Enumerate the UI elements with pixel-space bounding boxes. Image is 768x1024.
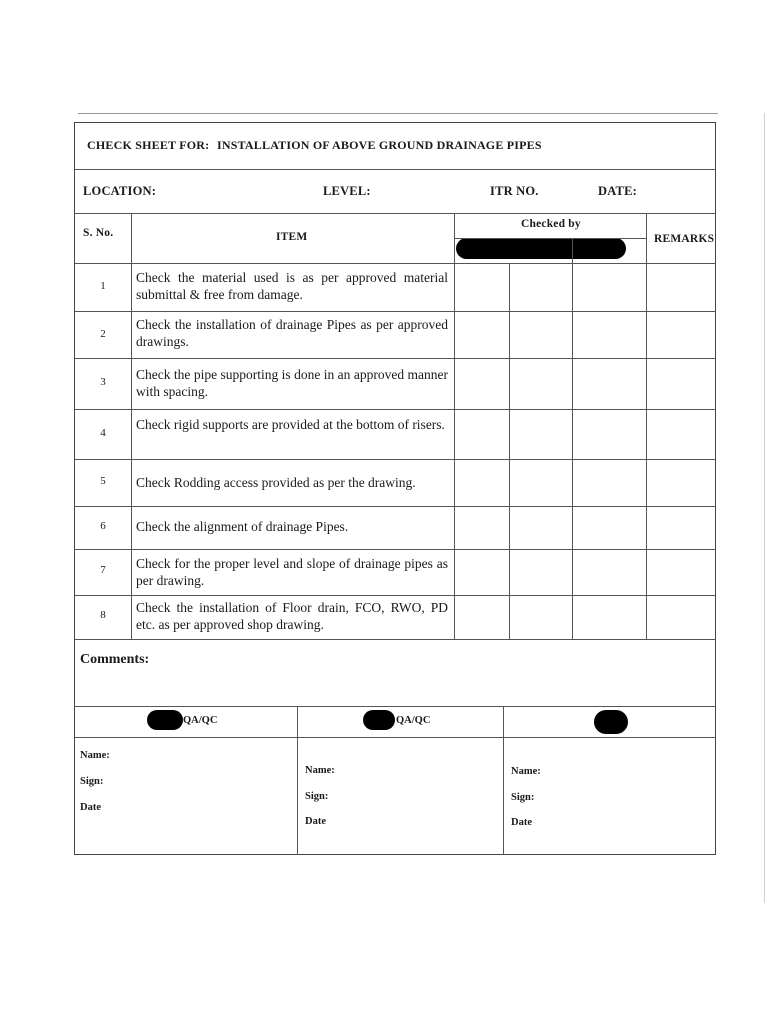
signoff-2-name-label: Name:: [305, 765, 335, 776]
page-edge-right: [764, 113, 765, 903]
row-2-sno: 2: [100, 328, 106, 340]
row-8-item: Check the installation of Floor drain, FCO, RWO, PD etc. as per approved shop drawing.: [136, 600, 448, 632]
col-checked-by-header: Checked by: [521, 218, 581, 230]
col-sno-header: S. No.: [83, 227, 114, 239]
row-3-item: Check the pipe supporting is done in an approved manner with spacing.: [136, 367, 448, 399]
date-label: DATE:: [598, 184, 637, 198]
signoff-2-date-label: Date: [305, 816, 326, 827]
row-4-item: Check rigid supports are provided at the bottom of risers.: [136, 417, 445, 432]
check-sheet-label: CHECK SHEET FOR:: [87, 138, 210, 152]
signoff-1-name-label: Name:: [80, 750, 110, 761]
check-sheet-title: INSTALLATION OF ABOVE GROUND DRAINAGE PIPES: [217, 138, 542, 152]
redacted-company-1: [147, 710, 183, 730]
row-1-item: Check the material used is as per approved material submittal & free from damage.: [136, 270, 448, 302]
row-2-item: Check the installation of drainage Pipes as per approved drawings.: [136, 317, 448, 349]
signoff-1-sign-label: Sign:: [80, 776, 104, 787]
row-4-sno: 4: [100, 427, 106, 439]
signoff-3-name-label: Name:: [511, 766, 541, 777]
signoff-3-date-label: Date: [511, 817, 532, 828]
row-1-sno: 1: [100, 280, 106, 292]
redacted-company-3: [594, 710, 628, 734]
check-sheet: [74, 122, 716, 855]
signoff-3-sign-label: Sign:: [511, 792, 535, 803]
row-7-sno: 7: [100, 564, 106, 576]
signoff-1-date-label: Date: [80, 802, 101, 813]
row-3-sno: 3: [100, 376, 106, 388]
row-7-item: Check for the proper level and slope of drainage pipes as per drawing.: [136, 556, 448, 588]
itr-no-label: ITR NO.: [490, 184, 539, 198]
row-5-sno: 5: [100, 475, 106, 487]
col-remarks-header: REMARKS: [654, 233, 715, 245]
signoff-2-role: QA/QC: [396, 715, 431, 726]
row-8-sno: 8: [100, 609, 106, 621]
level-label: LEVEL:: [323, 184, 371, 198]
signoff-1-role: QA/QC: [183, 715, 218, 726]
comments-label: Comments:: [80, 652, 150, 667]
row-6-sno: 6: [100, 520, 106, 532]
redacted-company-2: [363, 710, 395, 730]
row-6-item: Check the alignment of drainage Pipes.: [136, 519, 349, 534]
location-label: LOCATION:: [83, 184, 157, 198]
signoff-2-sign-label: Sign:: [305, 791, 329, 802]
page-edge-top: [78, 113, 718, 114]
col-item-header: ITEM: [276, 231, 308, 243]
redacted-signatory-names: [456, 238, 626, 259]
row-5-item: Check Rodding access provided as per the drawing.: [136, 475, 416, 490]
